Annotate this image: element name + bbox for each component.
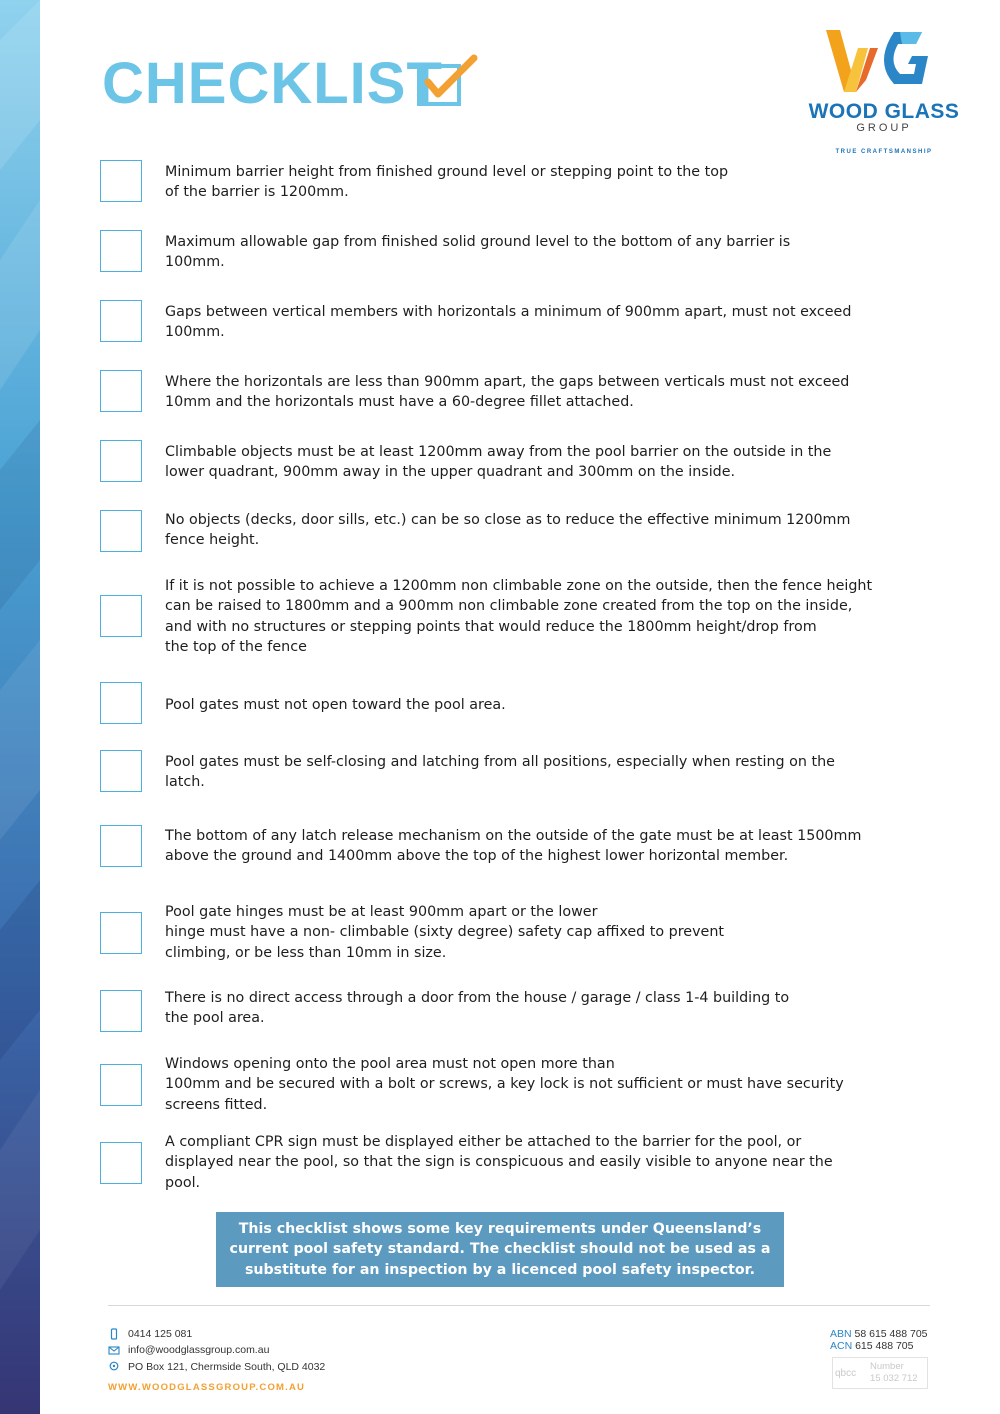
qbcc-badge (832, 1357, 928, 1389)
checklist-item-text: Gaps between vertical members with horizontals a minimum of 900mm apart, must not exceed 100mm. (165, 304, 852, 341)
abn-row (830, 1328, 928, 1340)
phone-icon (108, 1328, 120, 1340)
checklist-item-text: Pool gate hinges must be at least 900mm apart or the lower hinge must have a non- climbable (sixty degree) safety cap affixed to prevent climbing, or be less than 10mm in size. (165, 904, 725, 961)
checklist-item-text: Where the horizontals are less than 900mm apart, the gaps between verticals must not exceed 10mm and the horizontals must have a 60-degree fillet attached. (165, 374, 850, 411)
qbcc-number-value: 15 032 712 (870, 1373, 918, 1384)
checkbox[interactable] (100, 912, 142, 954)
checklist-item-text: Maximum allowable gap from finished solid ground level to the bottom of any barrier is 100mm. (165, 234, 791, 271)
footer-website[interactable]: WWW.WOODGLASSGROUP.COM.AU (108, 1382, 306, 1393)
checklist-item-text: Windows opening onto the pool area must not open more than 100mm and be secured with a bolt or screws, a key lock is not sufficient or must have security screens fitted. (165, 1056, 844, 1113)
checklist-item-text: Pool gates must be self-closing and latching from all positions, especially when resting on the latch. (165, 754, 835, 791)
abn-value: 58 615 488 705 (854, 1328, 928, 1340)
checkbox[interactable] (100, 990, 142, 1032)
checkbox[interactable] (100, 230, 142, 272)
checkbox[interactable] (100, 1142, 142, 1184)
company-tagline: TRUE CRAFTSMANSHIP (835, 149, 933, 155)
checkbox-checked-icon (416, 52, 480, 114)
email-icon (108, 1344, 120, 1356)
checklist-item-text: A compliant CPR sign must be displayed either be attached to the barrier for the pool, or displayed near the pool, so that the sign is conspicuous and easily visible to anyone near the pool. (165, 1134, 833, 1191)
checklist-item-text: The bottom of any latch release mechanism on the outside of the gate must be at least 1500mm above the ground and 1400mm above the top of the highest lower horizontal member. (165, 828, 862, 865)
checkbox[interactable] (100, 682, 142, 724)
checkbox[interactable] (100, 160, 142, 202)
checkbox[interactable] (100, 370, 142, 412)
checkbox[interactable] (100, 440, 142, 482)
checklist-item-text: Pool gates must not open toward the pool area. (165, 697, 506, 713)
page-title: CHECKLIST (102, 51, 443, 116)
wg-logo-icon (796, 22, 972, 98)
checkbox[interactable] (100, 510, 142, 552)
qbcc-logo: qbcc (835, 1368, 857, 1379)
checklist-item-text: Climbable objects must be at least 1200mm away from the pool barrier on the outside in the lower quadrant, 900mm away in the upper quadrant and 300mm on the inside. (165, 444, 832, 481)
acn-label: ACN (830, 1340, 853, 1352)
decorative-sidebar (0, 0, 40, 1414)
footer-email-text: info@woodglassgroup.com.au (128, 1344, 270, 1356)
company-group: GROUP (856, 122, 912, 134)
company-name: WOOD GLASS (808, 100, 960, 123)
checklist-item-text: There is no direct access through a door from the house / garage / class 1-4 building to the pool area. (165, 990, 790, 1027)
location-pin-icon (108, 1361, 120, 1373)
footer-phone-text: 0414 125 081 (128, 1328, 193, 1340)
acn-row (830, 1340, 914, 1352)
disclaimer-note: This checklist shows some key requirements under Queensland’s current pool safety standard. The checklist should not be used as a substitute for an inspection by a licenced pool safety inspector. (216, 1212, 784, 1287)
acn-value: 615 488 705 (855, 1340, 914, 1352)
checkbox[interactable] (100, 1064, 142, 1106)
qbcc-number-label: Number (870, 1361, 904, 1372)
checkbox[interactable] (100, 825, 142, 867)
checklist-item-text: Minimum barrier height from finished ground level or stepping point to the top of the barrier is 1200mm. (165, 164, 729, 201)
qbcc-number (870, 1361, 918, 1385)
abn-label: ABN (830, 1328, 852, 1340)
company-logo (796, 22, 976, 160)
checkbox[interactable] (100, 595, 142, 637)
checkbox[interactable] (100, 300, 142, 342)
checkbox[interactable] (100, 750, 142, 792)
footer-address-text: PO Box 121, Chermside South, QLD 4032 (128, 1361, 326, 1373)
checklist-item-text: No objects (decks, door sills, etc.) can be so close as to reduce the effective minimum 1200mm fence height. (165, 512, 851, 549)
checklist-item-text: If it is not possible to achieve a 1200mm non climbable zone on the outside, then the fence height can be raised to 1800mm and a 900mm non climbable zone created from the top on the inside, and with no structures or stepping points that would reduce the 1800mm height/drop from the top of the fence (165, 578, 873, 656)
footer-divider (108, 1305, 930, 1306)
